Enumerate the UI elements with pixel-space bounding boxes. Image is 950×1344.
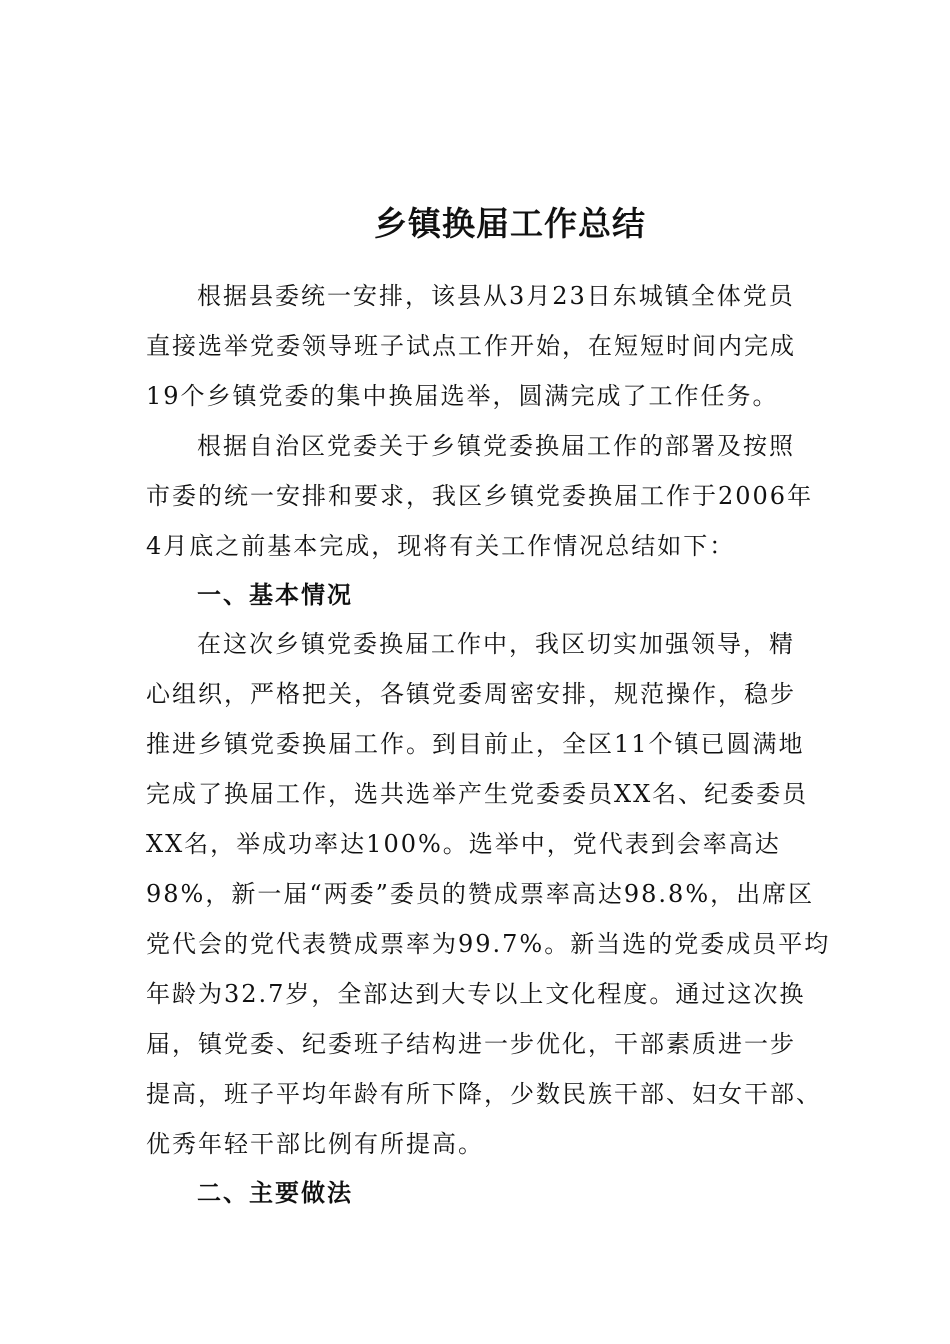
paragraph-3-line-2: 心组织，严格把关，各镇党委周密安排，规范操作，稳步 [146,680,796,708]
paragraph-3-line-3: 推进乡镇党委换届工作。到目前止，全区11个镇已圆满地 [146,730,805,758]
paragraph-2-line-1: 根据自治区党委关于乡镇党委换届工作的部署及按照 [197,432,795,460]
paragraph-3-line-5: XX名，举成功率达100%。选举中，党代表到会率高达 [146,830,781,858]
paragraph-3-line-6: 98%，新一届“两委”委员的赞成票率高达98.8%，出席区 [146,880,815,908]
section-heading-2: 二、主要做法 [197,1179,353,1207]
paragraph-3-line-7: 党代会的党代表赞成票率为99.7%。新当选的党委成员平均 [146,930,831,958]
paragraph-1-line-3: 19个乡镇党委的集中换届选举，圆满完成了工作任务。 [146,382,779,410]
section-heading-1: 一、基本情况 [197,581,353,609]
paragraph-1-line-2: 直接选举党委领导班子试点工作开始，在短短时间内完成 [146,332,796,360]
paragraph-3-line-9: 届，镇党委、纪委班子结构进一步优化，干部素质进一步 [146,1030,796,1058]
paragraph-3-line-11: 优秀年轻干部比例有所提高。 [146,1130,484,1158]
paragraph-3-line-10: 提高，班子平均年龄有所下降，少数民族干部、妇女干部、 [146,1080,822,1108]
paragraph-2-line-3: 4月底之前基本完成，现将有关工作情况总结如下： [146,532,736,560]
paragraph-1-line-1: 根据县委统一安排，该县从3月23日东城镇全体党员 [197,282,795,310]
paragraph-3-line-1: 在这次乡镇党委换届工作中，我区切实加强领导，精 [197,630,795,658]
paragraph-3-line-4: 完成了换届工作，选共选举产生党委委员XX名、纪委委员 [146,780,809,808]
paragraph-2-line-2: 市委的统一安排和要求，我区乡镇党委换届工作于2006年 [146,482,814,510]
paragraph-3-line-8: 年龄为32.7岁，全部达到大专以上文化程度。通过这次换 [146,980,806,1008]
document-title: 乡镇换届工作总结 [374,204,646,243]
